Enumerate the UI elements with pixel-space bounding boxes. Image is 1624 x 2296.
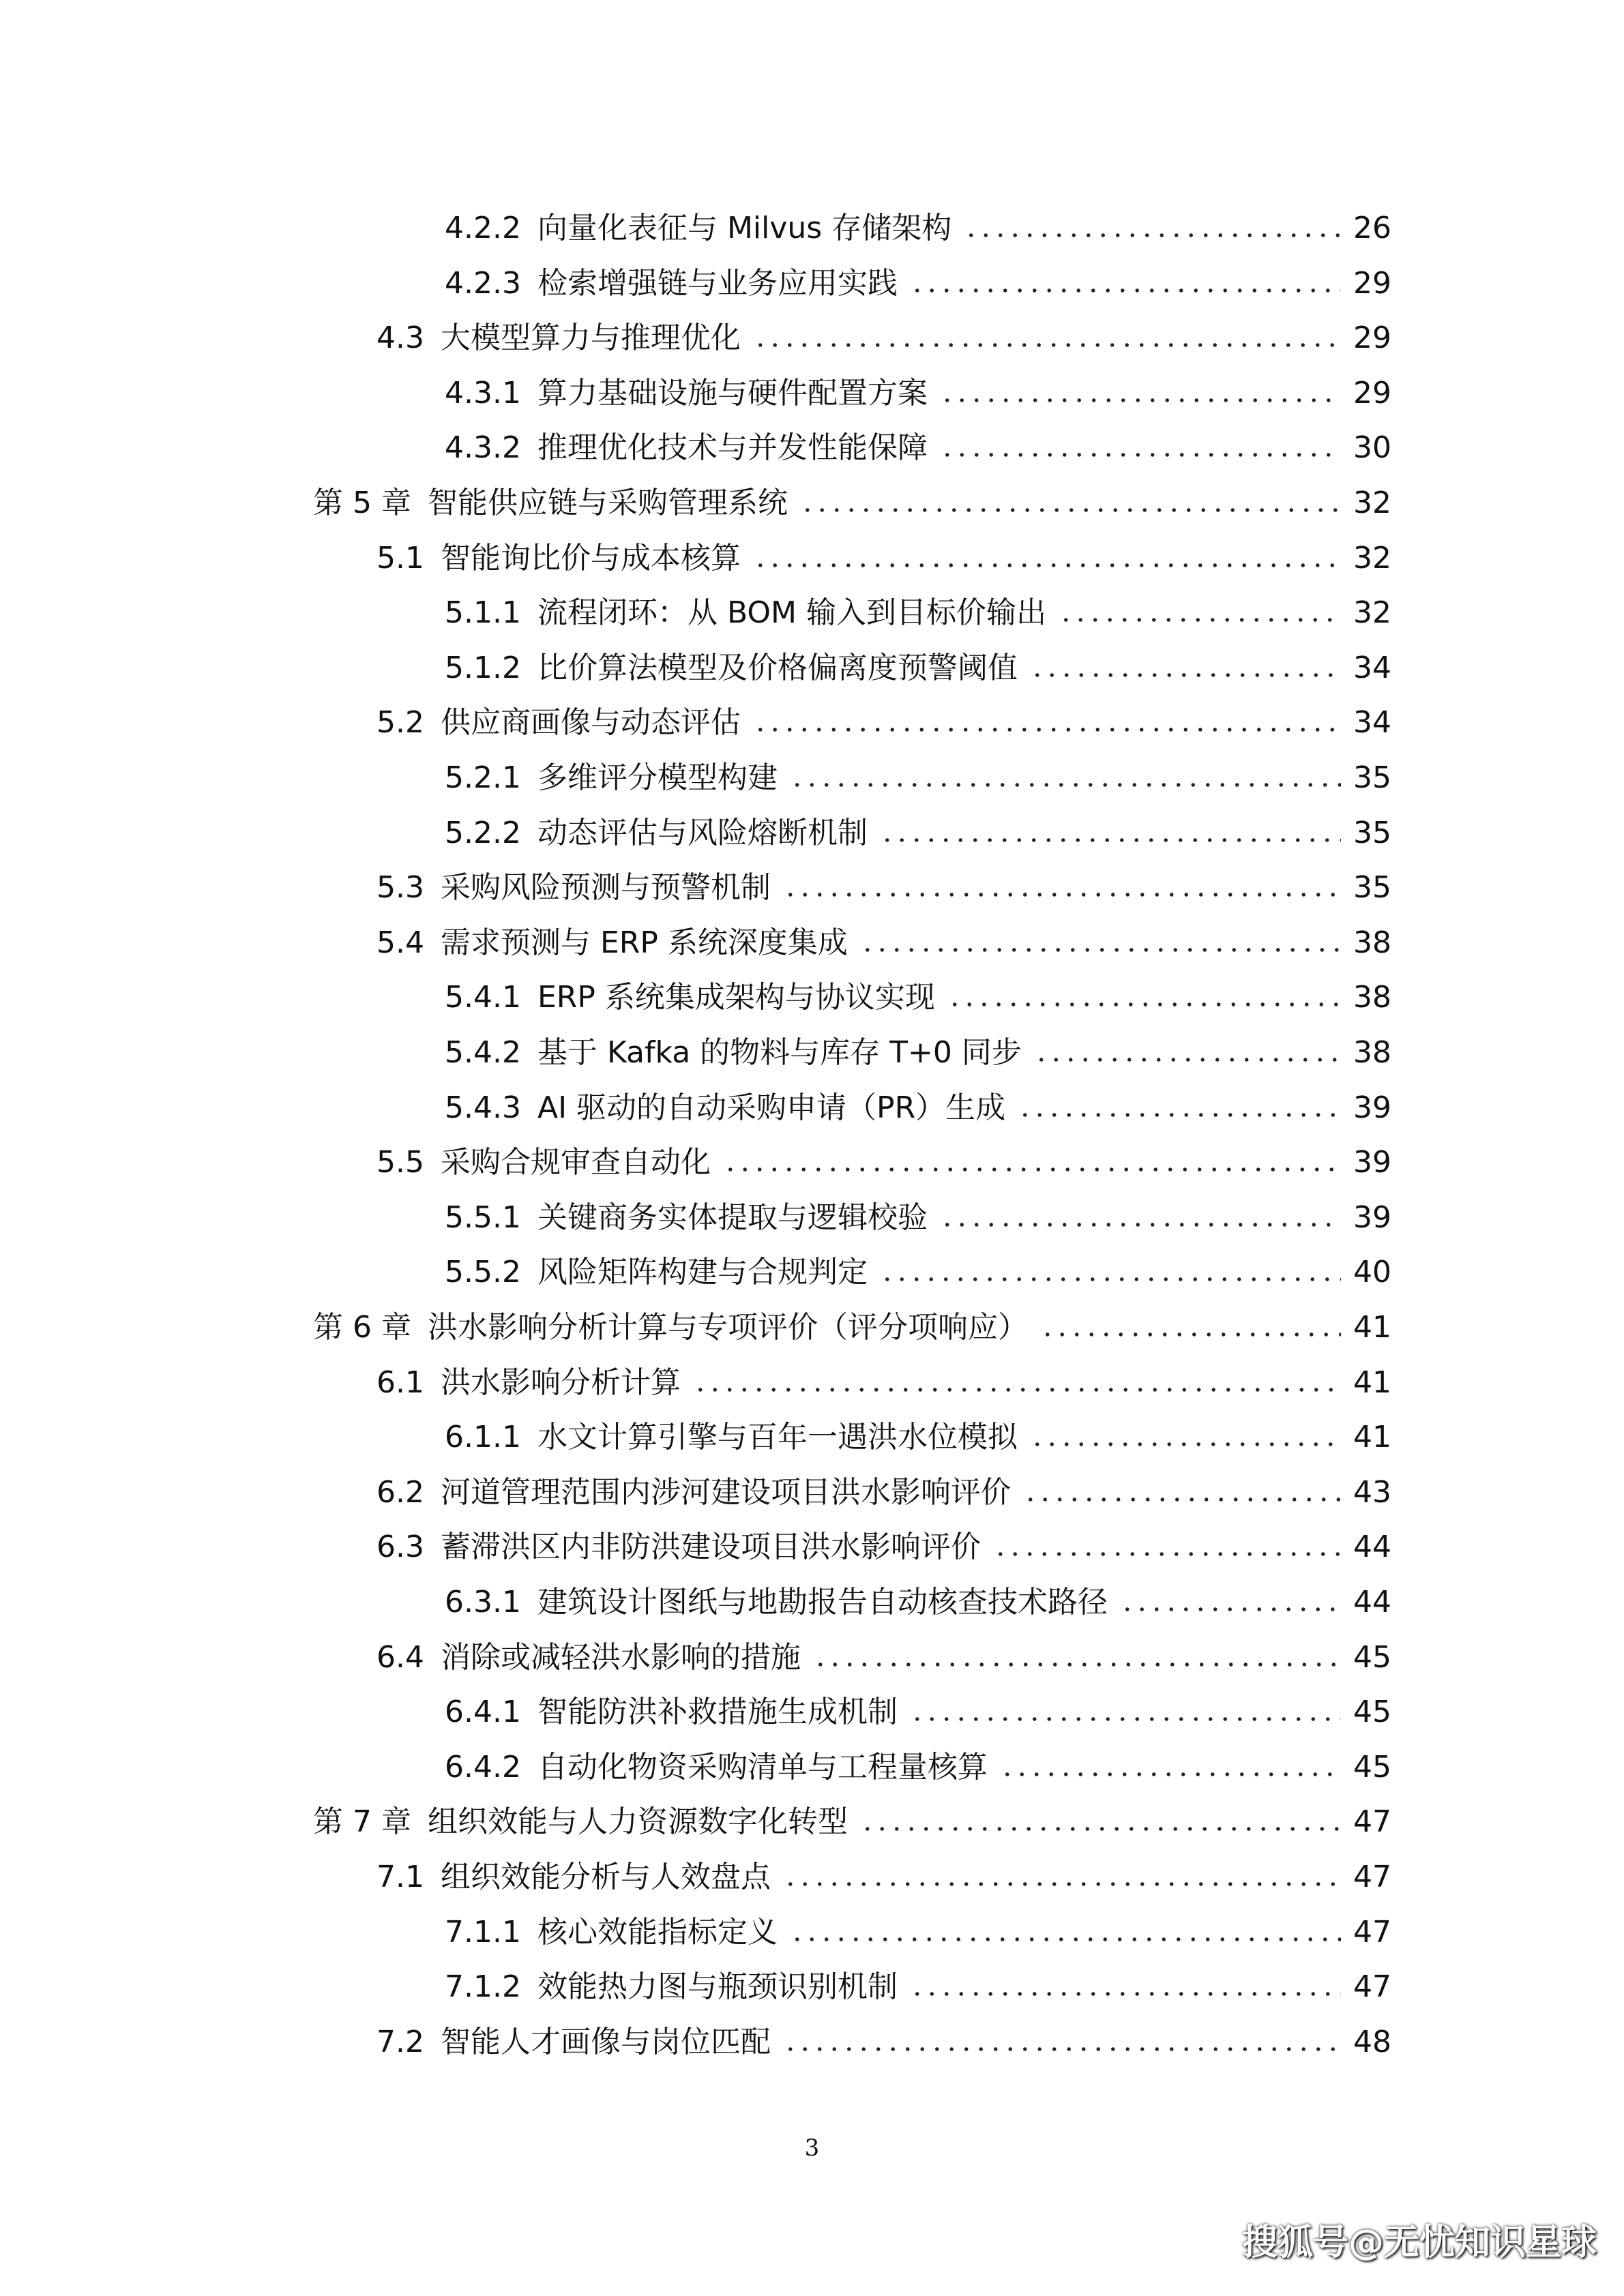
toc-entry-page: 48 [1353,2025,1391,2059]
toc-entry-page: 30 [1353,430,1391,465]
dot-leader [783,864,1341,912]
toc-entry-number: 5.4 [377,925,424,960]
toc-entry-number: 4.2.2 [445,211,521,245]
toc-entry-title: 动态评估与风险熔断机制 [537,816,868,850]
toc-entry-page: 47 [1353,1915,1391,1950]
toc-entry-title: 智能人才画像与岗位匹配 [440,2025,771,2059]
toc-entry-title: 采购风险预测与预警机制 [440,870,771,905]
toc-entry-title: 自动化物资采购清单与工程量核算 [537,1750,988,1785]
toc-entry[interactable] [377,1359,1391,1407]
dot-leader [753,699,1341,747]
toc-entry-title: 建筑设计图纸与地勘报告自动核查技术路径 [537,1585,1108,1620]
toc-entry-page: 29 [1353,266,1391,301]
toc-entry-title: 洪水影响分析计算 [440,1365,681,1400]
toc-entry-page: 41 [1353,1365,1391,1400]
toc-entry-title: 检索增强链与业务应用实践 [537,266,898,301]
dot-leader [880,1249,1341,1296]
toc-entry-page: 41 [1353,1310,1391,1345]
toc-entry[interactable] [313,1304,1391,1352]
toc-entry-page: 35 [1353,870,1391,905]
toc-entry-title: 风险矩阵构建与合规判定 [537,1255,868,1289]
dot-leader [947,974,1341,1022]
toc-entry-number: 6.2 [377,1475,424,1510]
dot-leader [753,535,1341,582]
toc-entry-number: 6.1 [377,1365,424,1400]
dot-leader [813,1634,1341,1682]
toc-entry[interactable] [445,1688,1391,1736]
dot-leader [1030,1414,1341,1461]
toc-entry-page: 29 [1353,320,1391,355]
dot-leader [783,1853,1341,1901]
toc-entry-page: 47 [1353,1804,1391,1839]
toc-entry[interactable] [445,974,1391,1022]
toc-entry-title: 核心效能指标定义 [537,1915,778,1950]
toc-entry-page: 45 [1353,1750,1391,1785]
toc-entry-title: 大模型算力与推理优化 [440,320,741,355]
toc-entry-number: 6.1.1 [445,1420,521,1455]
toc-entry-page: 40 [1353,1255,1391,1289]
dot-leader [790,754,1341,802]
toc-entry[interactable] [377,2018,1391,2066]
toc-entry-title: 流程闭环：从 BOM 输入到目标价输出 [537,595,1046,630]
toc-entry-title: 河道管理范围内涉河建设项目洪水影响评价 [440,1475,1011,1510]
toc-entry-page: 26 [1353,211,1391,245]
toc-entry-title: 组织效能与人力资源数字化转型 [427,1804,848,1839]
dot-leader [1059,589,1341,637]
dot-leader [910,260,1341,308]
toc-entry-title: 消除或减轻洪水影响的措施 [440,1640,801,1675]
toc-entry-page: 32 [1353,486,1391,520]
toc-entry-number: 5.2.2 [445,816,521,850]
dot-leader [783,2018,1341,2066]
toc-entry-number: 5.4.3 [445,1090,521,1125]
toc-entry-title: 效能热力图与瓶颈识别机制 [537,1969,898,2004]
toc-entry-number: 4.3.2 [445,430,521,465]
dot-leader [1120,1579,1341,1626]
dot-leader [940,424,1341,472]
toc-entry-page: 35 [1353,760,1391,795]
dot-leader [723,1139,1341,1187]
toc-entry-number: 6.4.1 [445,1695,521,1729]
toc-entry-page: 44 [1353,1530,1391,1564]
toc-entry-page: 41 [1353,1420,1391,1455]
toc-entry[interactable] [445,205,1391,252]
toc-entry-number: 5.1 [377,541,424,576]
toc-entry-page: 47 [1353,1969,1391,2004]
dot-leader [940,370,1341,417]
toc-entry-number: 5.1.2 [445,651,521,685]
toc-entry-number: 4.3.1 [445,376,521,411]
dot-leader [1000,1744,1341,1791]
toc-entry-title: 组织效能分析与人效盘点 [440,1860,771,1894]
toc-entry-number: 5.4.2 [445,1035,521,1070]
dot-leader [1030,644,1341,692]
toc-entry-number: 5.5.1 [445,1200,521,1235]
dot-leader [910,1688,1341,1736]
toc-entry-number: 5.4.1 [445,980,521,1015]
toc-entry-page: 47 [1353,1860,1391,1894]
toc-entry[interactable] [445,1744,1391,1791]
toc-entry-title: 智能询比价与成本核算 [440,541,741,576]
toc-entry[interactable] [445,424,1391,472]
toc-entry-number: 5.2 [377,705,424,740]
toc-entry-number: 4.3 [377,320,424,355]
toc-entry[interactable] [377,1523,1391,1571]
toc-entry-page: 44 [1353,1585,1391,1620]
toc-entry-number: 7.2 [377,2025,424,2059]
toc-entry-title: 关键商务实体提取与逻辑校验 [537,1200,928,1235]
toc-entry[interactable] [377,1469,1391,1517]
toc-entry-page: 39 [1353,1200,1391,1235]
toc-entry-title: 智能防洪补救措施生成机制 [537,1695,898,1729]
toc-entry-page: 38 [1353,1035,1391,1070]
toc-entry[interactable] [445,644,1391,692]
toc-entry[interactable] [445,1414,1391,1461]
toc-entry[interactable] [377,1634,1391,1682]
toc-entry[interactable] [377,314,1391,362]
toc-entry[interactable] [313,1798,1391,1846]
toc-entry-title: AI 驱动的自动采购申请（PR）生成 [537,1090,1006,1125]
toc-entry-title: 向量化表征与 Milvus 存储架构 [537,211,952,245]
toc-entry-title: 供应商画像与动态评估 [440,705,741,740]
toc-entry-title: 洪水影响分析计算与专项评价（评分项响应） [427,1310,1028,1345]
dot-leader [790,1909,1341,1956]
toc-entry-number: 第 7 章 [313,1804,411,1839]
toc-entry-title: 算力基础设施与硬件配置方案 [537,376,928,411]
toc-entry-number: 第 5 章 [313,486,411,520]
toc-entry-page: 29 [1353,376,1391,411]
toc-entry-number: 6.4.2 [445,1750,521,1785]
toc-entry-title: 推理优化技术与并发性能保障 [537,430,928,465]
toc-entry[interactable] [445,1909,1391,1956]
toc-entry[interactable] [445,260,1391,308]
toc-entry[interactable] [445,1084,1391,1132]
toc-entry-title: ERP 系统集成架构与协议实现 [537,980,935,1015]
toc-entry-number: 第 6 章 [313,1310,411,1345]
toc-entry[interactable] [377,535,1391,582]
toc-entry[interactable] [377,1853,1391,1901]
toc-entry-page: 45 [1353,1640,1391,1675]
toc-entry-page: 34 [1353,705,1391,740]
page-number: 3 [804,2134,820,2162]
toc-entry-page: 39 [1353,1145,1391,1180]
toc-entry-page: 32 [1353,541,1391,576]
watermark: 搜狐号@无忧知识星球 [1241,2222,1597,2263]
toc-entry-page: 34 [1353,651,1391,685]
toc-entry-number: 5.1.1 [445,595,521,630]
toc-entry[interactable] [445,1963,1391,2011]
toc-entry-page: 39 [1353,1090,1391,1125]
toc-entry-number: 5.5 [377,1145,424,1180]
toc-entry[interactable] [445,589,1391,637]
dot-leader [940,1194,1341,1242]
dot-leader [800,479,1341,527]
toc-entry[interactable] [377,919,1391,967]
toc-entry[interactable] [445,1249,1391,1296]
toc-entry-page: 32 [1353,595,1391,630]
toc-entry-page: 45 [1353,1695,1391,1729]
toc-entry-number: 5.3 [377,870,424,905]
toc-entry[interactable] [313,479,1391,527]
toc-entry[interactable] [445,754,1391,802]
toc-entry-title: 智能供应链与采购管理系统 [427,486,788,520]
dot-leader [693,1359,1341,1407]
dot-leader [1018,1084,1341,1132]
toc-entry-page: 38 [1353,925,1391,960]
toc-entry-title: 采购合规审查自动化 [440,1145,711,1180]
toc-entry[interactable] [377,864,1391,912]
toc-entry-title: 需求预测与 ERP 系统深度集成 [440,925,848,960]
dot-leader [1040,1304,1341,1352]
toc-entry-title: 水文计算引擎与百年一遇洪水位模拟 [537,1420,1018,1455]
toc-entry-page: 43 [1353,1475,1391,1510]
toc-entry[interactable] [445,1029,1391,1077]
dot-leader [964,205,1341,252]
dot-leader [1023,1469,1341,1517]
dot-leader [860,1798,1341,1846]
dot-leader [993,1523,1341,1571]
dot-leader [860,919,1341,967]
toc-entry-title: 多维评分模型构建 [537,760,778,795]
toc-entry[interactable] [445,1579,1391,1626]
toc-entry[interactable] [377,1139,1391,1187]
toc-entry-number: 6.3.1 [445,1585,521,1620]
toc-entry-number: 5.5.2 [445,1255,521,1289]
toc-entry[interactable] [445,370,1391,417]
toc-entry-number: 7.1.1 [445,1915,521,1950]
toc-entry[interactable] [445,809,1391,857]
toc-entry-title: 比价算法模型及价格偏离度预警阈值 [537,651,1018,685]
toc-entry-number: 6.3 [377,1530,424,1564]
toc-entry[interactable] [377,699,1391,747]
toc-entry-number: 6.4 [377,1640,424,1675]
toc-entry-number: 7.1.2 [445,1969,521,2004]
toc-entry-number: 4.2.3 [445,266,521,301]
toc-entry[interactable] [445,1194,1391,1242]
toc-entry-page: 35 [1353,816,1391,850]
toc-entry-page: 38 [1353,980,1391,1015]
toc-entry-number: 7.1 [377,1860,424,1894]
dot-leader [880,809,1341,857]
dot-leader [1034,1029,1341,1077]
toc-entry-title: 蓄滞洪区内非防洪建设项目洪水影响评价 [440,1530,981,1564]
toc-entry-number: 5.2.1 [445,760,521,795]
toc-entry-title: 基于 Kafka 的物料与库存 T+0 同步 [537,1035,1022,1070]
dot-leader [753,314,1341,362]
dot-leader [910,1963,1341,2011]
